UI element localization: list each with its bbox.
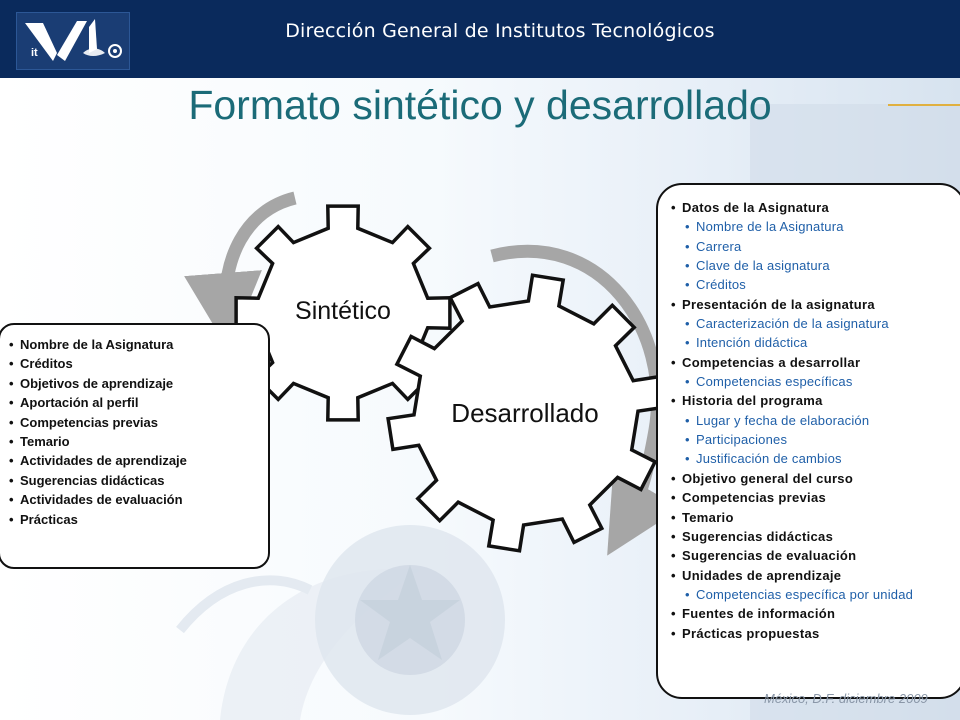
desarrollado-item: • Temario xyxy=(670,508,960,527)
gear-sintetico-label: Sintético xyxy=(295,297,391,325)
desarrollado-subitem: • Nombre de la Asignatura xyxy=(684,217,960,236)
logo-text: it xyxy=(31,47,38,59)
sintetico-item: • Aportación al perfil xyxy=(8,393,258,412)
sintetico-item: • Objetivos de aprendizaje xyxy=(8,374,258,393)
desarrollado-item: • Sugerencias didácticas xyxy=(670,527,960,546)
desarrollado-subitem: • Competencias específica por unidad xyxy=(684,585,960,604)
desarrollado-item: • Objetivo general del curso xyxy=(670,469,960,488)
desarrollado-subitem: • Clave de la asignatura xyxy=(684,256,960,275)
sintetico-item: • Sugerencias didácticas xyxy=(8,471,258,490)
desarrollado-subitem: • Caracterización de la asignatura xyxy=(684,314,960,333)
desarrollado-subitem: • Justificación de cambios xyxy=(684,449,960,468)
sintetico-item: • Prácticas xyxy=(8,510,258,529)
desarrollado-item: • Presentación de la asignatura xyxy=(670,295,960,314)
desarrollado-item: • Prácticas propuestas xyxy=(670,624,960,643)
desarrollado-item: • Competencias a desarrollar xyxy=(670,353,960,372)
desarrollado-list xyxy=(670,198,960,643)
sintetico-item: • Nombre de la Asignatura xyxy=(8,335,258,354)
desarrollado-subitem: • Participaciones xyxy=(684,430,960,449)
footer-date: México, D.F. diciembre 2009 xyxy=(764,691,928,706)
desarrollado-subitem: • Competencias específicas xyxy=(684,372,960,391)
desarrollado-item: • Fuentes de información xyxy=(670,604,960,623)
page-title: Formato sintético y desarrollado xyxy=(188,82,772,128)
header-title: Dirección General de Institutos Tecnológicos xyxy=(285,20,715,42)
sintetico-box xyxy=(0,323,270,569)
desarrollado-item: • Competencias previas xyxy=(670,488,960,507)
sintetico-item: • Créditos xyxy=(8,354,258,373)
desarrollado-subitem: • Intención didáctica xyxy=(684,333,960,352)
sintetico-item: • Actividades de evaluación xyxy=(8,490,258,509)
desarrollado-item: • Historia del programa xyxy=(670,391,960,410)
gear-desarrollado-label: Desarrollado xyxy=(451,398,599,428)
sintetico-item: • Temario xyxy=(8,432,258,451)
desarrollado-item: • Unidades de aprendizaje xyxy=(670,566,960,585)
desarrollado-item: • Datos de la Asignatura xyxy=(670,198,960,217)
desarrollado-box xyxy=(656,183,960,699)
desarrollado-item: • Sugerencias de evaluación xyxy=(670,546,960,565)
desarrollado-subitem: • Carrera xyxy=(684,237,960,256)
sintetico-item: • Actividades de aprendizaje xyxy=(8,451,258,470)
desarrollado-subitem: • Lugar y fecha de elaboración xyxy=(684,411,960,430)
sintetico-item: • Competencias previas xyxy=(8,413,258,432)
sintetico-list xyxy=(8,335,258,529)
desarrollado-subitem: • Créditos xyxy=(684,275,960,294)
